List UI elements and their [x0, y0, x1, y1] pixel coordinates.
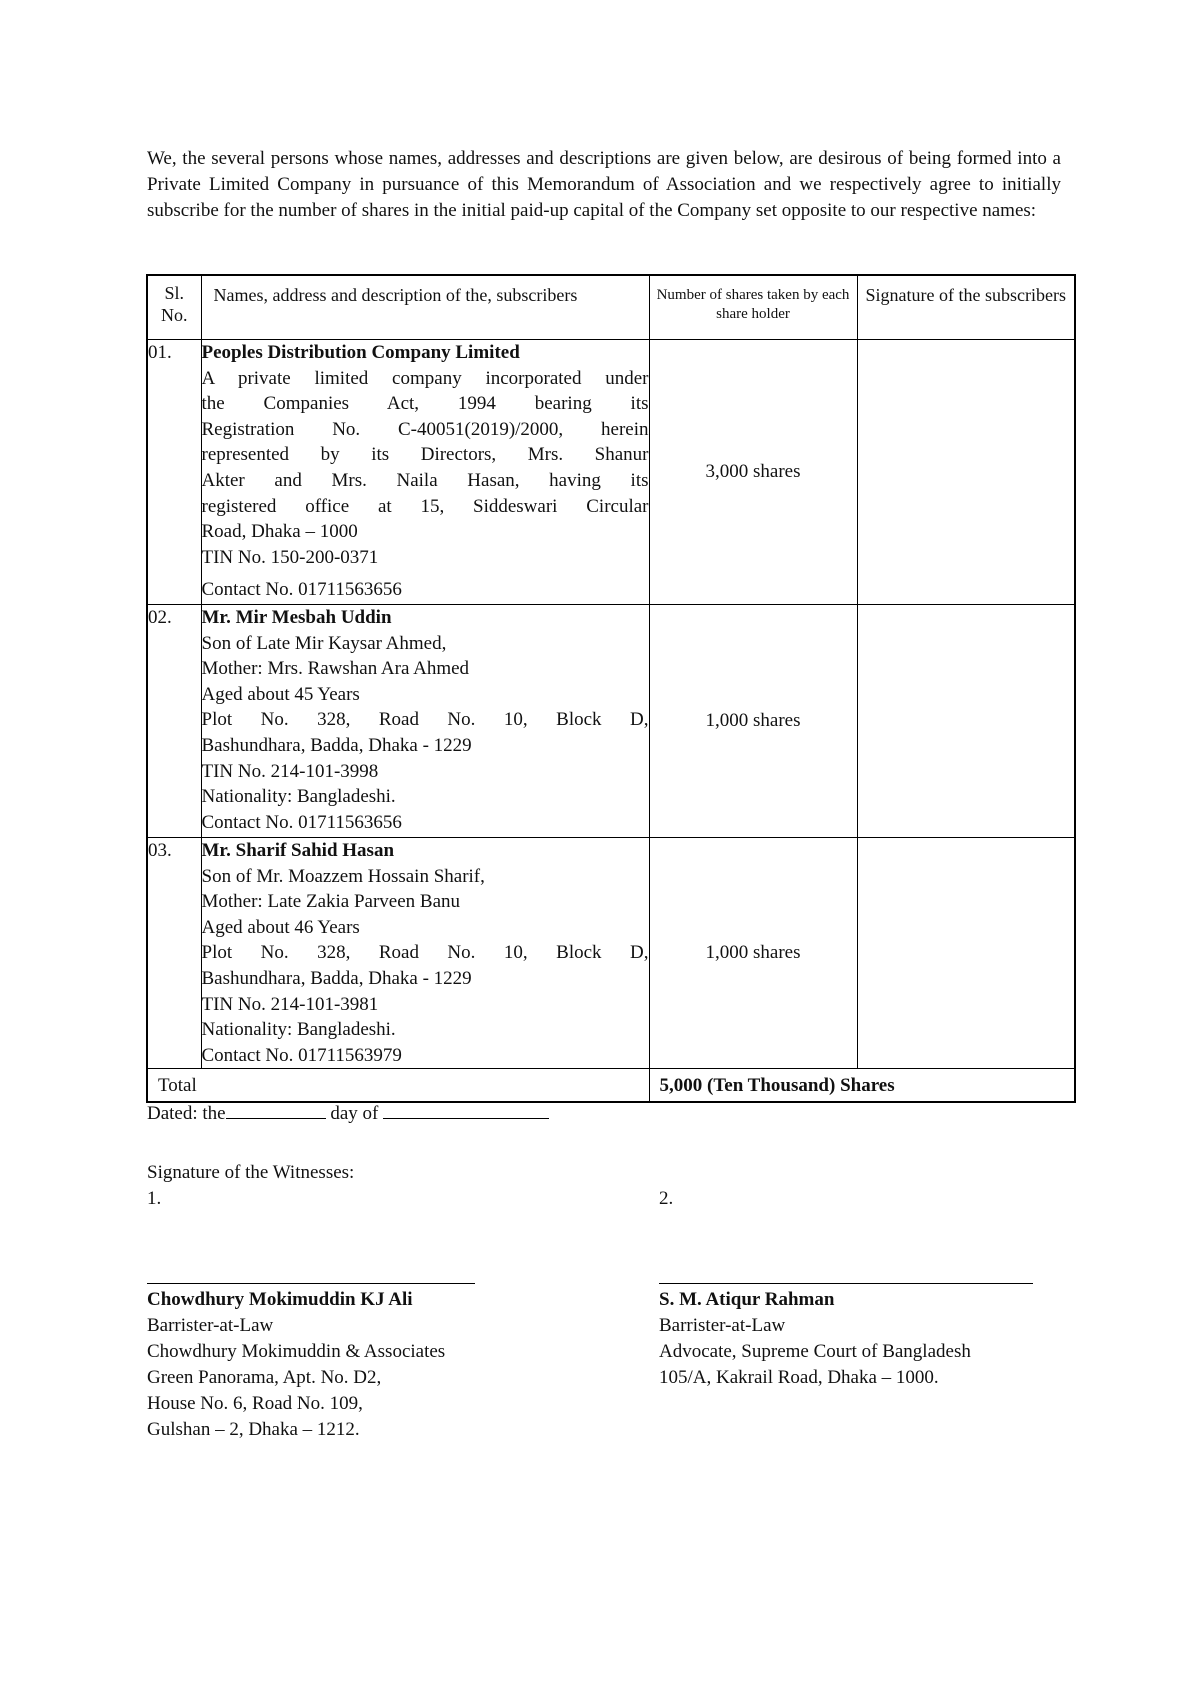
- dated-line: [147, 1100, 549, 1127]
- subscribers-table: [146, 274, 1076, 1103]
- subscriber-contact: Contact No. 01711563979: [201, 1044, 402, 1066]
- total-row: [147, 1069, 1075, 1103]
- row-sl-no: 02.: [147, 605, 201, 838]
- row-signature-box: [857, 838, 1075, 1069]
- subscriber-detail-line: Son of Late Mir Kaysar Ahmed,: [201, 632, 447, 654]
- subscriber-contact: Contact No. 01711563656: [201, 579, 402, 601]
- row-sl-no: 01.: [147, 340, 201, 605]
- witness-2-line: Advocate, Supreme Court of Bangladesh: [659, 1341, 971, 1362]
- subscriber-tin: TIN No. 214-101-3981: [201, 993, 379, 1015]
- month-blank[interactable]: [383, 1100, 549, 1119]
- subscriber-detail-line: Mother: Late Zakia Parveen Banu: [201, 891, 461, 913]
- total-value: 5,000 (Ten Thousand) Shares: [649, 1069, 1075, 1103]
- subscriber-nationality: Nationality: Bangladeshi.: [201, 1019, 396, 1041]
- subscriber-address-line: Plot No. 328, Road No. 10, Block D,: [201, 942, 649, 964]
- table-row: [147, 340, 1075, 605]
- witness-2-name: S. M. Atiqur Rahman: [659, 1289, 835, 1310]
- subscriber-detail-line: Aged about 45 Years: [201, 683, 360, 705]
- header-sl-no: [147, 275, 201, 340]
- subscriber-detail-line: represented by its Directors, Mrs. Shanur: [201, 444, 649, 466]
- witness-1-line: House No. 6, Road No. 109,: [147, 1393, 363, 1414]
- dated-middle: day of: [325, 1103, 384, 1124]
- subscriber-name: Mr. Mir Mesbah Uddin: [201, 607, 392, 628]
- row-subscriber-details: [201, 340, 649, 605]
- subscriber-detail-line: Road, Dhaka – 1000: [201, 521, 358, 543]
- witness-2-line: Barrister-at-Law: [659, 1315, 786, 1336]
- subscriber-detail-line: Registration No. C-40051(2019)/2000, herein: [201, 418, 649, 440]
- subscriber-address-line: Plot No. 328, Road No. 10, Block D,: [201, 709, 649, 731]
- witness-1-line: Barrister-at-Law: [147, 1315, 274, 1336]
- row-shares: 1,000 shares: [649, 605, 857, 838]
- witness-1-line: Gulshan – 2, Dhaka – 1212.: [147, 1419, 360, 1440]
- witness-2-block: [659, 1287, 971, 1391]
- witness-number-1: 1.: [147, 1188, 162, 1209]
- subscriber-detail-line: Aged about 46 Years: [201, 916, 360, 938]
- total-label: Total: [147, 1069, 649, 1103]
- header-shares: Number of shares taken by each share holder: [649, 275, 857, 340]
- subscriber-nationality: Nationality: Bangladeshi.: [201, 786, 396, 808]
- row-signature-box: [857, 605, 1075, 838]
- subscriber-detail-line: Bashundhara, Badda, Dhaka - 1229: [201, 967, 472, 989]
- header-signature: Signature of the subscribers: [857, 275, 1075, 340]
- subscriber-detail-line: registered office at 15, Siddeswari Circular: [201, 495, 649, 517]
- subscriber-detail-line: Mother: Mrs. Rawshan Ara Ahmed: [201, 658, 470, 680]
- witness-2-line: 105/A, Kakrail Road, Dhaka – 1000.: [659, 1367, 939, 1388]
- witness-1-block: [147, 1287, 445, 1443]
- header-sl-line1: Sl.: [164, 283, 184, 303]
- subscriber-detail-line: Bashundhara, Badda, Dhaka - 1229: [201, 734, 472, 756]
- dated-prefix: Dated: the: [147, 1103, 226, 1124]
- table-row: [147, 838, 1075, 1069]
- intro-paragraph: We, the several persons whose names, addresses and descriptions are given below, are desirous of being formed into a Private Limited Company in pursuance of this Memorandum of Association and we respectively agree to initially subscribe for the number of shares in the initial paid-up capital of the Company set opposite to our respective names:: [147, 148, 1061, 221]
- witness-1-line: Green Panorama, Apt. No. D2,: [147, 1367, 382, 1388]
- table-header-row: [147, 275, 1075, 340]
- subscriber-tin: TIN No. 150-200-0371: [201, 546, 379, 568]
- row-sl-no: 03.: [147, 838, 201, 1069]
- witness-1-line: Chowdhury Mokimuddin & Associates: [147, 1341, 446, 1362]
- subscriber-detail-line: A private limited company incorporated under: [201, 367, 649, 389]
- subscriber-detail-line: Son of Mr. Moazzem Hossain Sharif,: [201, 865, 485, 887]
- row-shares: 3,000 shares: [649, 340, 857, 605]
- table-row: [147, 605, 1075, 838]
- witness-2-signature-line: [659, 1283, 1033, 1284]
- row-subscriber-details: [201, 838, 649, 1069]
- subscriber-name: Mr. Sharif Sahid Hasan: [201, 840, 395, 861]
- header-names: Names, address and description of the, subscribers: [201, 275, 649, 340]
- row-shares: 1,000 shares: [649, 838, 857, 1069]
- witness-1-signature-line: [147, 1283, 475, 1284]
- witness-number-2: 2.: [659, 1188, 674, 1209]
- subscriber-detail-line: Akter and Mrs. Naila Hasan, having its: [201, 469, 649, 491]
- subscriber-tin: TIN No. 214-101-3998: [201, 760, 379, 782]
- header-sl-line2: No.: [161, 305, 188, 325]
- day-blank[interactable]: [226, 1100, 326, 1119]
- subscriber-contact: Contact No. 01711563656: [201, 811, 402, 833]
- witness-1-name: Chowdhury Mokimuddin KJ Ali: [147, 1289, 413, 1310]
- row-subscriber-details: [201, 605, 649, 838]
- subscriber-detail-line: the Companies Act, 1994 bearing its: [201, 393, 649, 415]
- subscriber-name: Peoples Distribution Company Limited: [201, 342, 520, 363]
- witnesses-title: Signature of the Witnesses:: [147, 1162, 355, 1183]
- row-signature-box: [857, 340, 1075, 605]
